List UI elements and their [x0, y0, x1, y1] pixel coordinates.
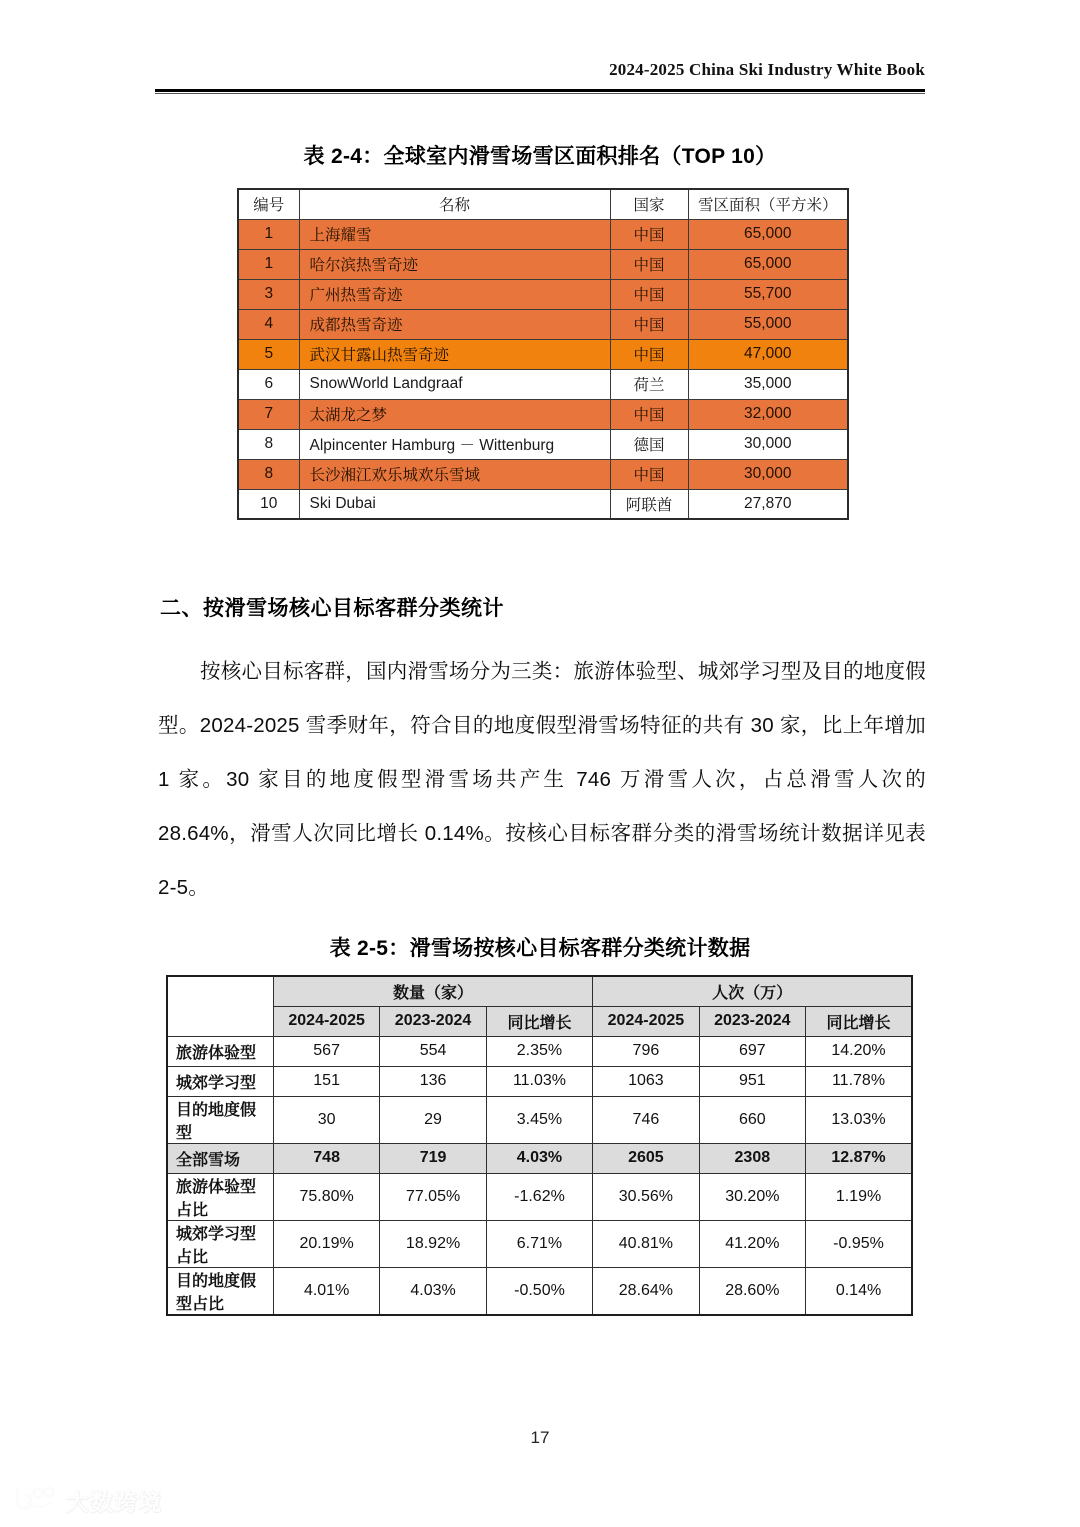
- table-row: [167, 1220, 912, 1267]
- table-row: [238, 369, 848, 399]
- table-2-5-row-label: 城郊学习型占比: [167, 1220, 273, 1267]
- table-2-5-cell: 30.20%: [699, 1173, 805, 1220]
- table-2-4-cell-rank: 10: [238, 489, 299, 519]
- table-2-5-row-label: 目的地度假型占比: [167, 1267, 273, 1315]
- table-2-5-group-header-row: [167, 976, 912, 1006]
- table-2-4-cell-country: 中国: [610, 459, 688, 489]
- section-heading: 二、按滑雪场核心目标客群分类统计: [160, 597, 504, 620]
- table-2-4-cell-name: 长沙湘江欢乐城欢乐雪域: [299, 459, 610, 489]
- table-2-4-cell-rank: 5: [238, 339, 299, 369]
- table-2-4-header-row: [238, 189, 848, 219]
- table-2-4-cell-area: 65,000: [688, 249, 848, 279]
- table-2-4-cell-country: 德国: [610, 429, 688, 459]
- table-2-4-cell-name: SnowWorld Landgraaf: [299, 369, 610, 399]
- table-2-4-cell-area: 32,000: [688, 399, 848, 429]
- table-2-5-cell: 660: [699, 1096, 805, 1143]
- header-rule-thin: [155, 93, 925, 94]
- table-2-5-row-label: 旅游体验型占比: [167, 1173, 273, 1220]
- table-2-4-col-rank: 编号: [238, 189, 299, 219]
- header-rule: [155, 89, 925, 92]
- table-2-4-cell-rank: 7: [238, 399, 299, 429]
- table-row: [167, 1173, 912, 1220]
- table-row: [167, 1143, 912, 1173]
- table-2-5-row-label: 全部雪场: [167, 1143, 273, 1173]
- table-row: [238, 249, 848, 279]
- table-row: [238, 459, 848, 489]
- table-2-5-cell: -0.95%: [806, 1220, 912, 1267]
- table-2-4-col-name: 名称: [299, 189, 610, 219]
- table-2-5-row-label: 旅游体验型: [167, 1036, 273, 1066]
- table-2-5-cell: 12.87%: [806, 1143, 912, 1173]
- table-2-4-cell-area: 35,000: [688, 369, 848, 399]
- table-2-4-cell-area: 30,000: [688, 459, 848, 489]
- table-2-4-cell-rank: 1: [238, 219, 299, 249]
- table-row: [238, 309, 848, 339]
- table-2-4-cell-country: 中国: [610, 399, 688, 429]
- table-row: [167, 1036, 912, 1066]
- table-2-4-cell-rank: 8: [238, 459, 299, 489]
- table-2-5-cell: 2.35%: [486, 1036, 592, 1066]
- table-2-5-title: 表 2-5：滑雪场按核心目标客群分类统计数据: [329, 937, 751, 960]
- table-2-4-col-country: 国家: [610, 189, 688, 219]
- table-2-5-cell: 6.71%: [486, 1220, 592, 1267]
- table-2-5-cell: 30.56%: [593, 1173, 699, 1220]
- table-2-5-cell: -0.50%: [486, 1267, 592, 1315]
- table-2-5-cell: 554: [380, 1036, 486, 1066]
- table-2-5-cell: 697: [699, 1036, 805, 1066]
- table-2-5-cell: 4.03%: [380, 1267, 486, 1315]
- table-2-4-cell-country: 中国: [610, 249, 688, 279]
- table-2-4-cell-country: 荷兰: [610, 369, 688, 399]
- table-2-4-cell-name: Ski Dubai: [299, 489, 610, 519]
- table-2-5-cell: 41.20%: [699, 1220, 805, 1267]
- table-2-4-cell-area: 30,000: [688, 429, 848, 459]
- table-2-4-cell-rank: 3: [238, 279, 299, 309]
- table-2-5-cell: 4.01%: [273, 1267, 379, 1315]
- table-2-4-cell-country: 中国: [610, 219, 688, 249]
- table-2-4-col-area: 雪区面积（平方米）: [688, 189, 848, 219]
- table-2-5-cell: 20.19%: [273, 1220, 379, 1267]
- table-row: [238, 279, 848, 309]
- table-2-5-subheader-0: 2024-2025: [273, 1006, 379, 1036]
- table-row: [167, 1267, 912, 1315]
- table-2-4-cell-name: 广州热雪奇迹: [299, 279, 610, 309]
- table-2-5-cell: -1.62%: [486, 1173, 592, 1220]
- table-2-4-title: 表 2-4：全球室内滑雪场雪区面积排名（TOP 10）: [303, 145, 777, 168]
- table-2-4-cell-name: 武汉甘露山热雪奇迹: [299, 339, 610, 369]
- table-2-5-cell: 28.60%: [699, 1267, 805, 1315]
- section-paragraph: 按核心目标客群，国内滑雪场分为三类：旅游体验型、城郊学习型及目的地度假型。2024-2025 雪季财年，符合目的地度假型滑雪场特征的共有 30 家，比上年增加 1 家。30 家目的地度假型滑雪场共产生 746 万滑雪人次，占总滑雪人次的 28.64%，滑雪人次同比增长 0.14%。按核心目标客群分类的滑雪场统计数据详见表 2-5。: [158, 660, 926, 899]
- table-2-5-row-label: 城郊学习型: [167, 1066, 273, 1096]
- table-2-4-cell-country: 中国: [610, 279, 688, 309]
- table-2-5-cell: 75.80%: [273, 1173, 379, 1220]
- table-row: [238, 399, 848, 429]
- table-2-4-cell-area: 55,700: [688, 279, 848, 309]
- table-2-4-cell-area: 47,000: [688, 339, 848, 369]
- table-2-5-cell: 0.14%: [806, 1267, 912, 1315]
- table-2-4: [237, 188, 849, 520]
- dashukuajing-logo-icon: [14, 1485, 60, 1516]
- table-2-4-body: [238, 219, 848, 519]
- table-2-5-cell: 14.20%: [806, 1036, 912, 1066]
- table-row: [238, 489, 848, 519]
- table-2-5-cell: 4.03%: [486, 1143, 592, 1173]
- table-2-5-cell: 13.03%: [806, 1096, 912, 1143]
- table-2-5-sub-header-row: [167, 1006, 912, 1036]
- watermark: [14, 1484, 162, 1517]
- table-2-4-cell-country: 中国: [610, 309, 688, 339]
- table-2-5-cell: 18.92%: [380, 1220, 486, 1267]
- table-row: [167, 1066, 912, 1096]
- table-2-5-cell: 567: [273, 1036, 379, 1066]
- table-2-5-cell: 796: [593, 1036, 699, 1066]
- table-2-5-cell: 29: [380, 1096, 486, 1143]
- table-2-5-cell: 2605: [593, 1143, 699, 1173]
- table-row: [167, 1096, 912, 1143]
- table-2-5-cell: 951: [699, 1066, 805, 1096]
- table-2-4-cell-country: 阿联酋: [610, 489, 688, 519]
- table-2-5-cell: 11.78%: [806, 1066, 912, 1096]
- table-2-5-cell: 28.64%: [593, 1267, 699, 1315]
- table-2-5-cell: 3.45%: [486, 1096, 592, 1143]
- table-2-5-group-count: 数量（家）: [273, 976, 592, 1006]
- table-2-5-cell: 2308: [699, 1143, 805, 1173]
- table-2-4-cell-name: Alpincenter Hamburg － Wittenburg: [299, 429, 610, 459]
- table-2-5-cell: 11.03%: [486, 1066, 592, 1096]
- table-row: [238, 429, 848, 459]
- table-2-5: [166, 975, 913, 1316]
- running-header-text: 2024-2025 China Ski Industry White Book: [609, 60, 925, 79]
- table-2-5-cell: 1063: [593, 1066, 699, 1096]
- table-2-5-cell: 151: [273, 1066, 379, 1096]
- table-2-4-cell-country: 中国: [610, 339, 688, 369]
- table-2-5-cell: 719: [380, 1143, 486, 1173]
- table-2-5-subheader-2: 同比增长: [486, 1006, 592, 1036]
- table-2-5-row-label: 目的地度假型: [167, 1096, 273, 1143]
- table-2-5-subheader-4: 2023-2024: [699, 1006, 805, 1036]
- table-2-4-cell-rank: 4: [238, 309, 299, 339]
- table-2-5-cell: 77.05%: [380, 1173, 486, 1220]
- table-2-5-cell: 30: [273, 1096, 379, 1143]
- table-2-5-cell: 1.19%: [806, 1173, 912, 1220]
- table-2-5-group-visits: 人次（万）: [593, 976, 912, 1006]
- table-2-4-cell-name: 太湖龙之梦: [299, 399, 610, 429]
- watermark-text: 大数跨境: [66, 1489, 162, 1515]
- table-2-4-cell-area: 27,870: [688, 489, 848, 519]
- table-2-5-body: [167, 1036, 912, 1315]
- page-number: 17: [530, 1428, 550, 1447]
- table-2-5-subheader-5: 同比增长: [806, 1006, 912, 1036]
- table-2-4-cell-area: 55,000: [688, 309, 848, 339]
- table-2-4-cell-area: 65,000: [688, 219, 848, 249]
- running-header: [155, 60, 925, 83]
- table-2-5-cell: 748: [273, 1143, 379, 1173]
- table-row: [238, 339, 848, 369]
- table-2-4-cell-name: 上海耀雪: [299, 219, 610, 249]
- table-2-5-cell: 746: [593, 1096, 699, 1143]
- table-2-4-cell-rank: 8: [238, 429, 299, 459]
- table-2-4-cell-rank: 6: [238, 369, 299, 399]
- table-2-5-cell: 40.81%: [593, 1220, 699, 1267]
- table-row: [238, 219, 848, 249]
- table-2-4-cell-rank: 1: [238, 249, 299, 279]
- table-2-5-subheader-1: 2023-2024: [380, 1006, 486, 1036]
- table-2-4-cell-name: 哈尔滨热雪奇迹: [299, 249, 610, 279]
- table-2-5-subheader-3: 2024-2025: [593, 1006, 699, 1036]
- table-2-4-cell-name: 成都热雪奇迹: [299, 309, 610, 339]
- table-2-5-cell: 136: [380, 1066, 486, 1096]
- table-2-5-corner-blank: [167, 976, 273, 1036]
